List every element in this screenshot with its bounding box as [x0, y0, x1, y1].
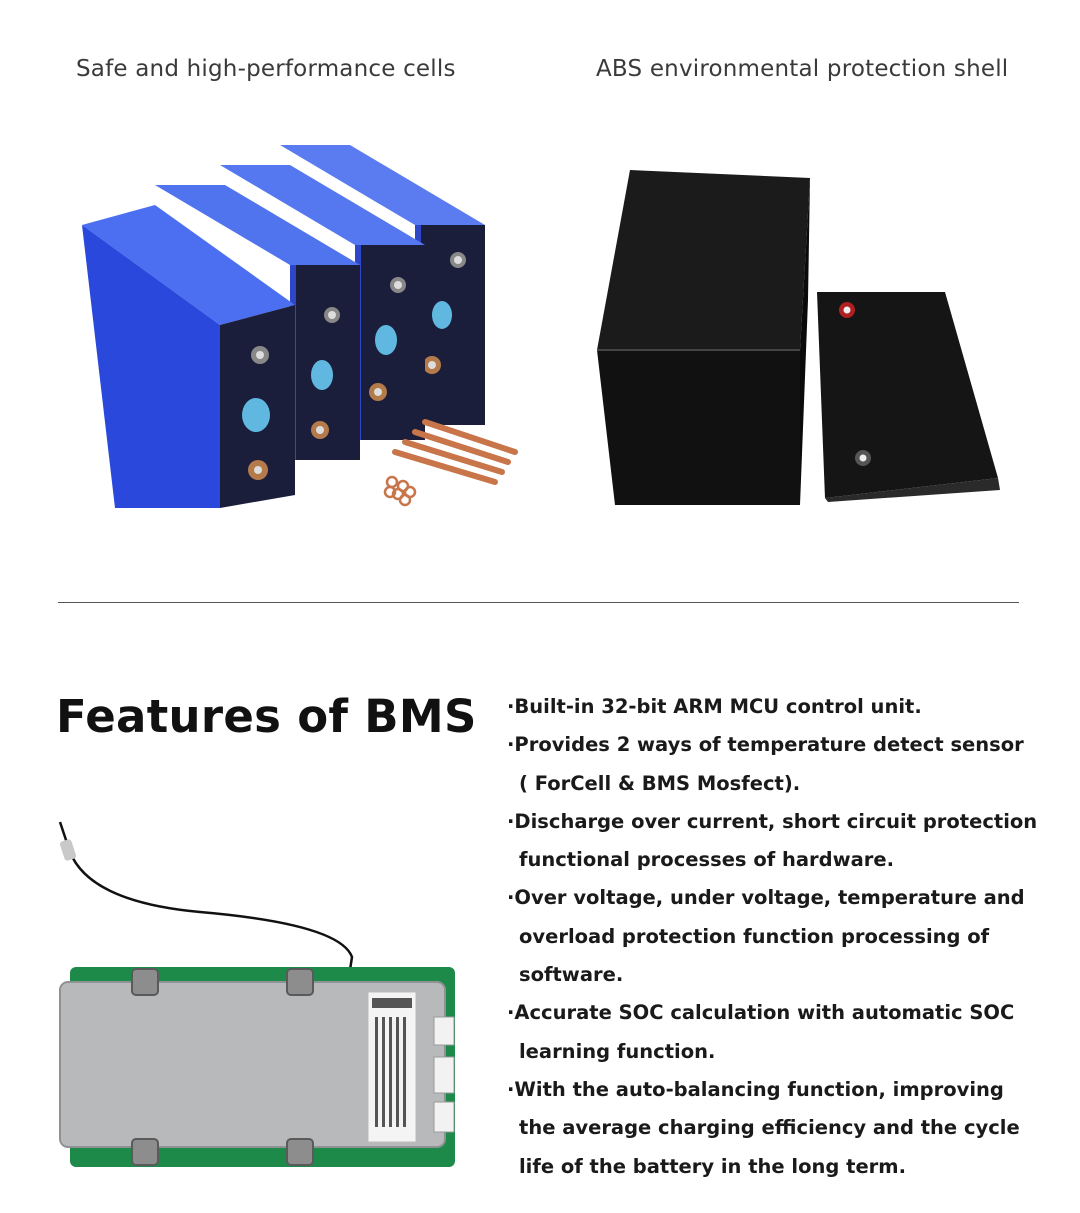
connectors	[434, 1017, 454, 1132]
feature-line-continuation: overload protection function processing of	[519, 924, 990, 948]
copper-busbars	[395, 422, 515, 482]
feature-line-continuation: life of the battery in the long term.	[519, 1154, 907, 1178]
shell-box	[597, 170, 810, 505]
feature-line: ·With the auto-balancing function, improving	[507, 1077, 1004, 1101]
feature-line-continuation: the average charging efficiency and the cycle	[519, 1116, 1020, 1140]
feature-line-continuation: functional processes of hardware.	[519, 848, 895, 872]
feature-line-continuation: software.	[519, 963, 624, 987]
feature-line: ·Discharge over current, short circuit protection	[507, 809, 1038, 833]
shell-caption: ABS environmental protection shell	[596, 56, 1009, 82]
temperature-sensor-wire	[60, 822, 352, 970]
feature-item	[507, 803, 1047, 880]
section-divider	[58, 602, 1019, 603]
feature-item	[507, 726, 1047, 803]
feature-item	[507, 1071, 1047, 1186]
feature-item	[507, 688, 1047, 726]
battery-cell-1	[82, 205, 295, 508]
temperature-sensor-probe	[59, 839, 77, 862]
features-title: Features of BMS	[56, 690, 477, 743]
feature-item	[507, 994, 1047, 1071]
feature-line: ·Built-in 32-bit ARM MCU control unit.	[507, 695, 922, 718]
features-list	[507, 688, 1047, 1186]
feature-line: ·Accurate SOC calculation with automatic SOC	[507, 1001, 1015, 1025]
abs-shell-image	[585, 160, 1015, 520]
cells-caption: Safe and high-performance cells	[76, 56, 456, 82]
bms-board-image	[50, 812, 460, 1177]
shell-lid	[817, 292, 1000, 502]
feature-line-continuation: learning function.	[519, 1039, 716, 1063]
battery-cells-image	[70, 130, 520, 530]
feature-line: ·Provides 2 ways of temperature detect sensor	[507, 733, 1024, 757]
copper-washers	[385, 477, 415, 505]
feature-item	[507, 879, 1047, 994]
feature-line-continuation: ( ForCell & BMS Mosfect).	[519, 771, 801, 795]
feature-line: ·Over voltage, under voltage, temperature and	[507, 886, 1025, 910]
